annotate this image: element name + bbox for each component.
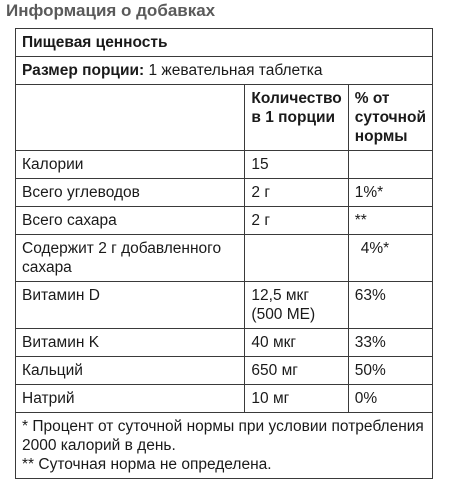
nutrient-name: Калории <box>16 151 245 179</box>
nutrient-daily-value: 0% <box>348 385 432 413</box>
footnote-daily-value: * Процент от суточной нормы при условии потребления 2000 калорий в день. <box>22 418 424 454</box>
nutrient-name: Содержит 2 г добавленного сахара <box>16 235 245 282</box>
header-amount: Количество в 1 порции <box>245 85 348 151</box>
nutrient-daily-value: 50% <box>348 357 432 385</box>
nutrient-name: Всего углеводов <box>16 179 245 207</box>
table-row <box>16 207 433 235</box>
table-row <box>16 282 433 329</box>
header-daily-value: % от суточной нормы <box>348 85 432 151</box>
table-title-row <box>16 29 433 57</box>
nutrient-daily-value: 63% <box>348 282 432 329</box>
nutrient-daily-value: 1%* <box>348 179 432 207</box>
table-title: Пищевая ценность <box>16 29 433 57</box>
nutrient-amount: 2 г <box>245 207 348 235</box>
table-row <box>16 357 433 385</box>
table-row <box>16 385 433 413</box>
table-row <box>16 151 433 179</box>
table-row <box>16 329 433 357</box>
nutrient-daily-value <box>348 151 432 179</box>
header-empty-cell <box>16 85 245 151</box>
page-title: Информация о добавках <box>6 1 216 20</box>
table-row <box>16 235 433 282</box>
table-row <box>16 179 433 207</box>
nutrient-amount: 650 мг <box>245 357 348 385</box>
nutrient-name: Витамин K <box>16 329 245 357</box>
nutrient-amount: 12,5 мкг (500 МЕ) <box>245 282 348 329</box>
serving-size-label: Размер порции: <box>22 62 145 79</box>
nutrient-name: Витамин D <box>16 282 245 329</box>
nutrient-daily-value: 4%* <box>348 235 432 282</box>
nutrient-name: Натрий <box>16 385 245 413</box>
footnotes-row <box>16 413 433 479</box>
supplement-facts-table <box>15 28 433 479</box>
nutrient-amount: 2 г <box>245 179 348 207</box>
nutrient-amount: 40 мкг <box>245 329 348 357</box>
nutrient-amount <box>245 235 348 282</box>
nutrient-name: Всего сахара <box>16 207 245 235</box>
footnotes-cell <box>16 413 433 479</box>
nutrient-daily-value: 33% <box>348 329 432 357</box>
column-header-row <box>16 85 433 151</box>
serving-size-value: 1 жевательная таблетка <box>148 62 323 79</box>
serving-size-cell <box>16 57 433 85</box>
nutrient-amount: 10 мг <box>245 385 348 413</box>
serving-size-row <box>16 57 433 85</box>
nutrient-amount: 15 <box>245 151 348 179</box>
nutrient-name: Кальций <box>16 357 245 385</box>
footnote-not-established: ** Суточная норма не определена. <box>22 456 272 473</box>
nutrient-daily-value: ** <box>348 207 432 235</box>
